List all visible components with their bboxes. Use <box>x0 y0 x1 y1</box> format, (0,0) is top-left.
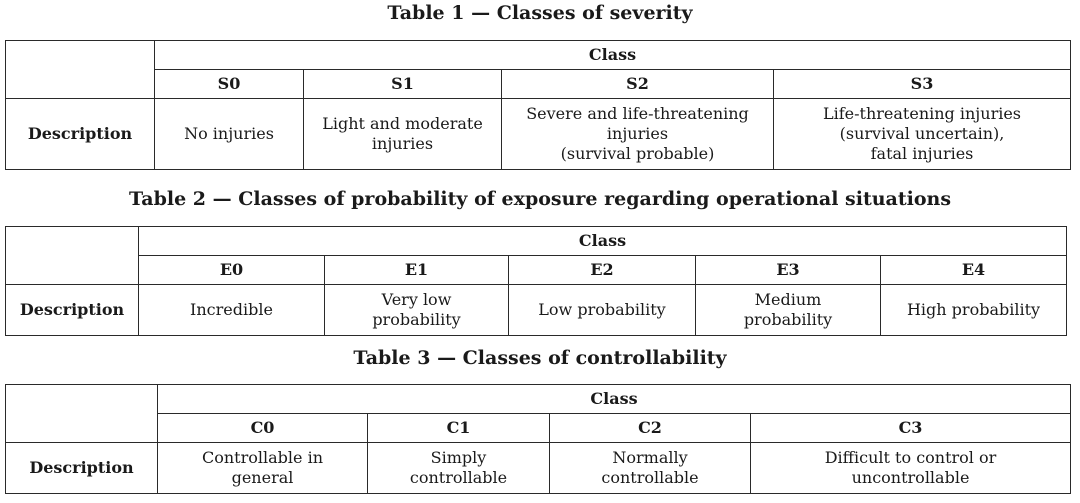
table-2-corner <box>6 227 139 285</box>
class-code-C0: C0 <box>158 414 368 443</box>
class-code-E1: E1 <box>325 256 509 285</box>
severity-table <box>5 40 1071 170</box>
class-description-S1: Light and moderate injuries <box>304 99 502 170</box>
table-3-caption: Table 3 — Classes of controllability <box>353 347 727 369</box>
class-code-C3: C3 <box>751 414 1071 443</box>
class-description-S2: Severe and life-threatening injuries (survival probable) <box>502 99 774 170</box>
table-2-class-header: Class <box>139 227 1067 256</box>
class-code-C1: C1 <box>368 414 550 443</box>
class-description-C2: Normally controllable <box>550 443 751 494</box>
class-code-S2: S2 <box>502 70 774 99</box>
class-code-E2: E2 <box>509 256 696 285</box>
class-code-S1: S1 <box>304 70 502 99</box>
class-code-E4: E4 <box>881 256 1067 285</box>
table-1-row-label: Description <box>6 99 155 170</box>
class-code-S3: S3 <box>774 70 1071 99</box>
class-description-E1: Very low probability <box>325 285 509 336</box>
exposure-table <box>5 226 1067 336</box>
class-description-C1: Simply controllable <box>368 443 550 494</box>
class-description-E3: Medium probability <box>696 285 881 336</box>
class-code-S0: S0 <box>155 70 304 99</box>
class-description-E2: Low probability <box>509 285 696 336</box>
class-description-S3: Life-threatening injuries (survival uncertain), fatal injuries <box>774 99 1071 170</box>
table-3-corner <box>6 385 158 443</box>
table-3-class-header: Class <box>158 385 1071 414</box>
class-description-E0: Incredible <box>139 285 325 336</box>
class-code-C2: C2 <box>550 414 751 443</box>
class-description-S0: No injuries <box>155 99 304 170</box>
table-3-row-label: Description <box>6 443 158 494</box>
table-2-row-label: Description <box>6 285 139 336</box>
table-1-caption: Table 1 — Classes of severity <box>387 2 693 24</box>
class-description-C0: Controllable in general <box>158 443 368 494</box>
table-2-caption: Table 2 — Classes of probability of exposure regarding operational situations <box>128 188 952 210</box>
controllability-table <box>5 384 1071 494</box>
table-1-class-header: Class <box>155 41 1071 70</box>
class-code-E3: E3 <box>696 256 881 285</box>
table-1-corner <box>6 41 155 99</box>
class-code-E0: E0 <box>139 256 325 285</box>
class-description-C3: Difficult to control or uncontrollable <box>751 443 1071 494</box>
class-description-E4: High probability <box>881 285 1067 336</box>
